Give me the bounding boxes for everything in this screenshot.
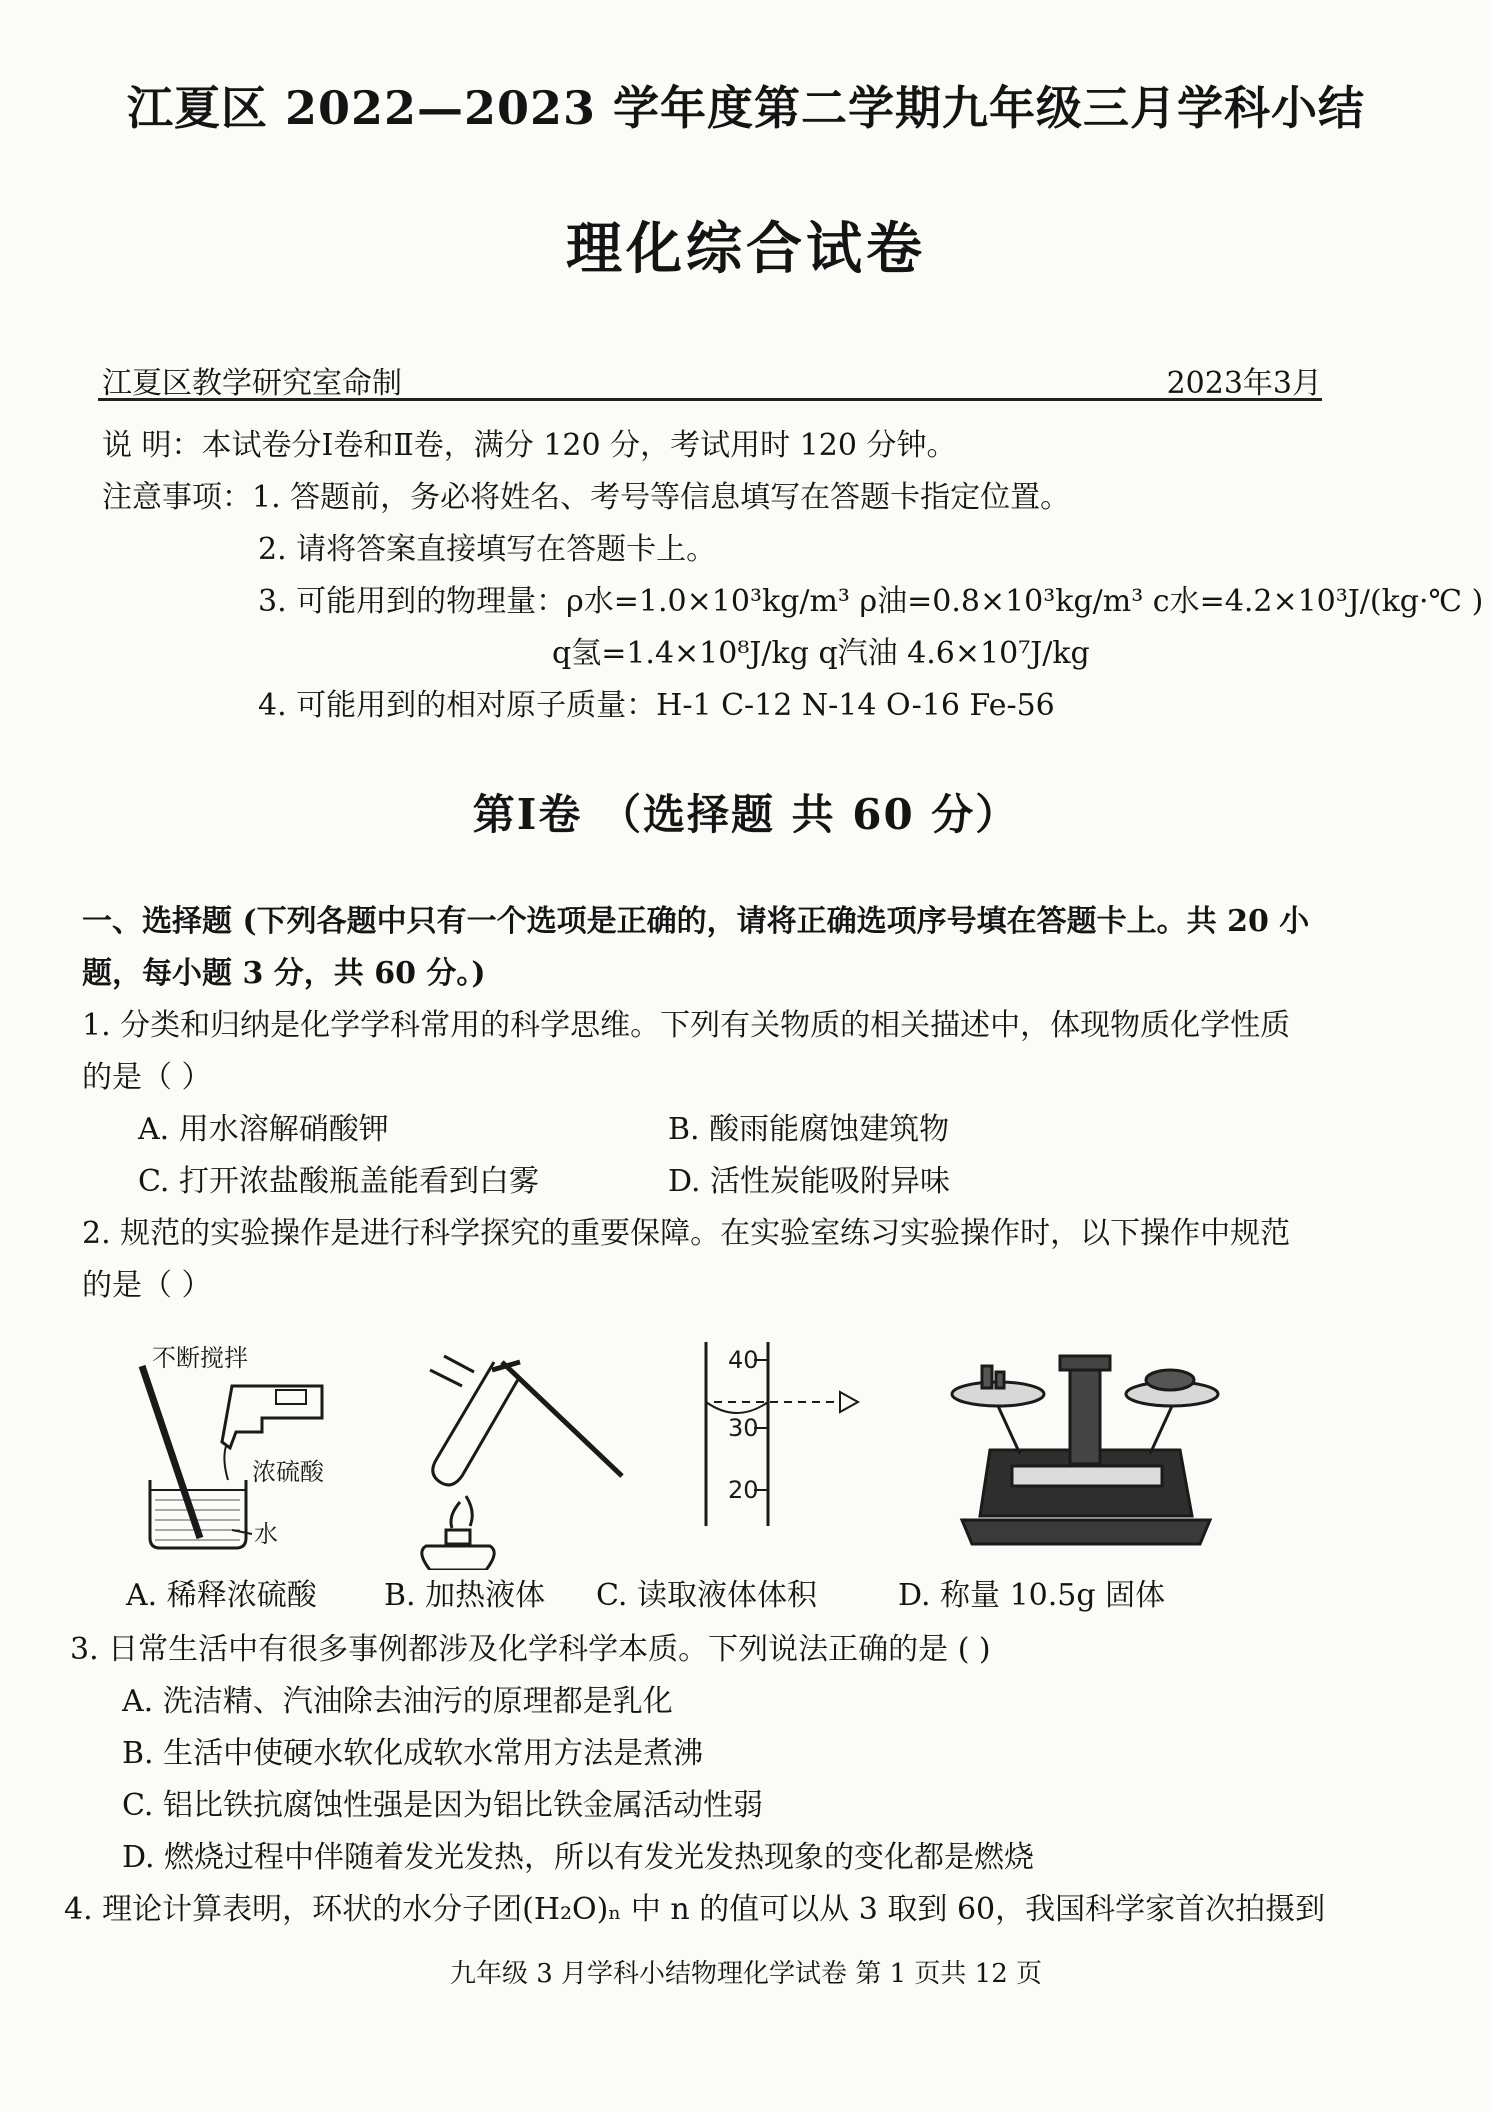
q2-option-c: C. 读取液体体积 <box>596 1578 817 1613</box>
q2-figures <box>0 1320 1492 1570</box>
note-1: 注意事项：1. 答题前，务必将姓名、考号等信息填写在答题卡指定位置。 <box>102 480 1071 515</box>
section-title: 第Ⅰ卷 （选择题 共 60 分） <box>472 790 1020 839</box>
q2-stem-cont: 的是（ ） <box>82 1268 212 1303</box>
figure-a-diluting-acid <box>142 1366 322 1548</box>
label-conc-acid: 浓硫酸 <box>252 1458 324 1486</box>
label-stir: 不断搅拌 <box>152 1344 248 1372</box>
q2-option-a: A. 稀释浓硫酸 <box>126 1578 317 1613</box>
q3-option-a: A. 洗洁精、汽油除去油污的原理都是乳化 <box>122 1684 673 1719</box>
page-footer: 九年级 3 月学科小结物理化学试卷 第 1 页共 12 页 <box>449 1959 1043 1989</box>
issuer: 江夏区教学研究室命制 <box>102 366 402 401</box>
exam-subtitle: 理化综合试卷 <box>566 216 926 282</box>
label-water: 水 <box>254 1520 278 1548</box>
issue-date: 2023年3月 <box>1166 366 1322 401</box>
q1-stem-cont: 的是（ ） <box>82 1060 212 1095</box>
q1-option-d: D. 活性炭能吸附异味 <box>668 1164 951 1199</box>
q3-option-c: C. 铝比铁抗腐蚀性强是因为铝比铁金属活动性弱 <box>122 1788 763 1823</box>
instructions-desc: 说 明：本试卷分Ⅰ卷和Ⅱ卷，满分 120 分，考试用时 120 分钟。 <box>102 428 957 463</box>
q2-stem: 2. 规范的实验操作是进行科学探究的重要保障。在实验室练习实验操作时，以下操作中规范 <box>82 1216 1291 1251</box>
q2-option-d: D. 称量 10.5g 固体 <box>898 1578 1166 1613</box>
tick-20: 20 <box>728 1476 759 1504</box>
note-3-fuels: q氢=1.4×10⁸J/kg q汽油 4.6×10⁷J/kg <box>552 636 1090 671</box>
q2-option-b: B. 加热液体 <box>384 1578 546 1613</box>
tick-30: 30 <box>728 1414 759 1442</box>
q1-option-c: C. 打开浓盐酸瓶盖能看到白雾 <box>138 1164 539 1199</box>
q3-option-d: D. 燃烧过程中伴随着发光发热，所以有发光发热现象的变化都是燃烧 <box>122 1840 1035 1875</box>
part-intro-line2: 题，每小题 3 分，共 60 分。) <box>82 956 486 991</box>
note-3: 3. 可能用到的物理量：ρ水=1.0×10³kg/m³ ρ油=0.8×10³kg/m³ c水=4.2×10³J/(kg·℃ ) <box>258 584 1484 619</box>
q1-option-b: B. 酸雨能腐蚀建筑物 <box>668 1112 950 1147</box>
q1-option-a: A. 用水溶解硝酸钾 <box>138 1112 389 1147</box>
figure-b-heating-liquid <box>422 1356 622 1570</box>
note-4: 4. 可能用到的相对原子质量：H-1 C-12 N-14 O-16 Fe-56 <box>258 688 1055 723</box>
q3-stem: 3. 日常生活中有很多事例都涉及化学科学本质。下列说法正确的是 ( ) <box>70 1632 991 1667</box>
note-2: 2. 请将答案直接填写在答题卡上。 <box>258 532 717 567</box>
q1-stem: 1. 分类和归纳是化学学科常用的科学思维。下列有关物质的相关描述中，体现物质化学性质 <box>82 1008 1291 1043</box>
header-rule <box>98 398 1322 401</box>
q3-option-b: B. 生活中使硬水软化成软水常用方法是煮沸 <box>122 1736 704 1771</box>
tick-40: 40 <box>728 1346 759 1374</box>
part-intro-line1: 一、选择题 (下列各题中只有一个选项是正确的，请将正确选项序号填在答题卡上。共 20 小 <box>82 904 1310 939</box>
exam-title: 江夏区 2022—2023 学年度第二学期九年级三月学科小结 <box>126 81 1366 135</box>
q4-stem: 4. 理论计算表明，环状的水分子团(H₂O)ₙ 中 n 的值可以从 3 取到 60，我国科学家首次拍摄到 <box>64 1892 1326 1927</box>
figure-d-balance <box>952 1356 1218 1544</box>
